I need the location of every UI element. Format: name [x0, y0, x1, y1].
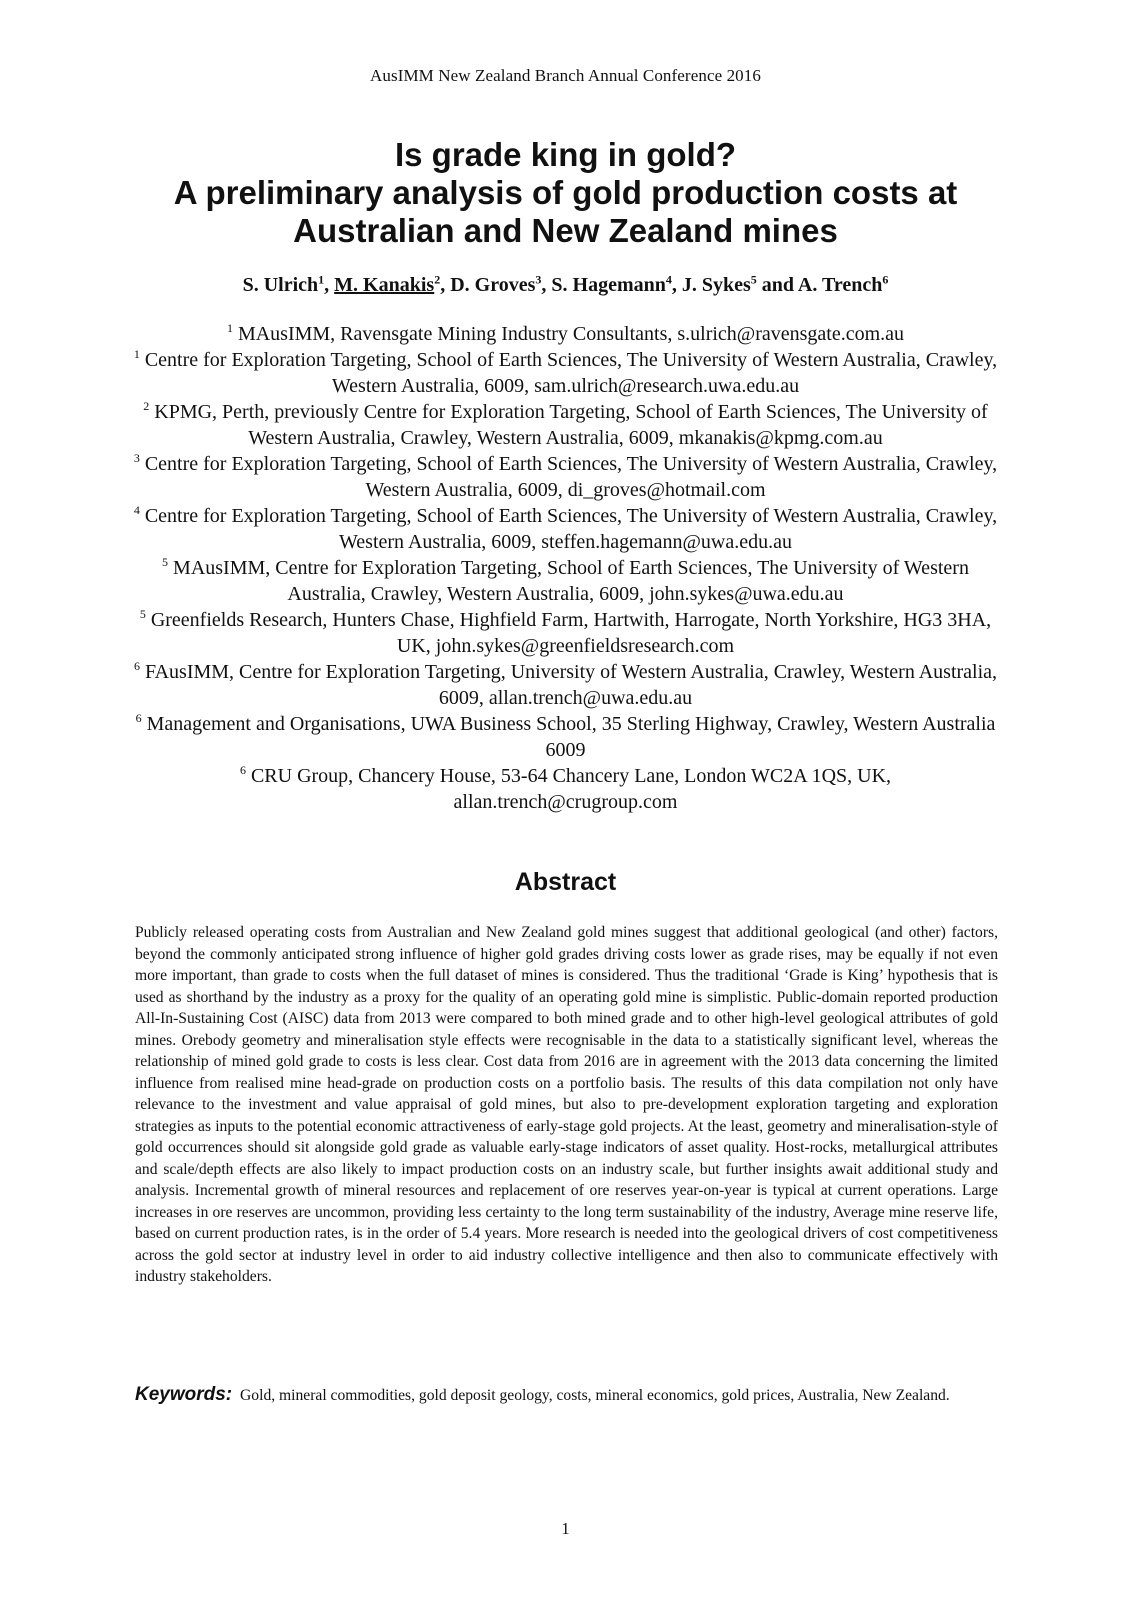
affiliation — [128, 659, 1003, 711]
author-affiliation-marker: 3 — [535, 272, 542, 287]
author-list — [0, 272, 1131, 298]
affiliation-marker: 6 — [135, 711, 142, 726]
paper-title — [0, 136, 1131, 250]
affiliation-text: FAusIMM, Centre for Exploration Targeting, University of Western Australia, Crawley, Western Australia, 6009, allan.trench@uwa.edu.au — [144, 661, 998, 709]
affiliation-text: Management and Organisations, UWA Business School, 35 Sterling Highway, Crawley, Western Australia 6009 — [146, 713, 996, 761]
author-affiliation-marker: 4 — [665, 272, 672, 287]
author-name: J. Sykes — [681, 274, 751, 296]
author-affiliation-marker: 5 — [750, 272, 757, 287]
abstract-body: Publicly released operating costs from Australian and New Zealand gold mines suggest that additional geological (and other) factors, beyond the commonly anticipated strong influence of higher gold grades driving costs lower as grade rises, may be equally if not even more important, than grade to costs when the full dataset of mines is considered. Thus the traditional ‘Grade is King’ hypothesis that is used as shorthand by the industry as a proxy for the quality of an operating gold mine is simplistic. Public-domain reported production All-In-Sustaining Cost (AISC) data from 2013 were compared to both mined grade and to other high-level geological attributes of gold mines. Orebody geometry and mineralisation style effects were recognisable in the data to a statistically significant level, whereas the relationship of mined gold grade to costs is less clear. Cost data from 2016 are in agreement with the 2013 data concerning the limited influence from realised mine head-grade on production costs on a portfolio basis. The results of this data compilation not only have relevance to the investment and value appraisal of gold mines, but also to pre-development exploration targeting and exploration strategies as inputs to the potential economic attractiveness of early-stage gold projects. At the least, geometry and mineralisation-style of gold occurrences should sit alongside gold grade as valuable early-stage indicators of asset quality. Host-rocks, metallurgical attributes and scale/depth effects are also likely to impact production costs on an industry scale, but further insights await additional study and analysis. Incremental growth of mineral resources and replacement of ore reserves year-on-year is typical at current operations. Large increases in ore reserves are uncommon, providing less certainty to the long term sustainability of the industry, Average mine reserve life, based on current production rates, is in the order of 5.4 years. More research is needed into the geological drivers of cost competitiveness across the gold sector at industry level in order to aid industry collective intelligence and then also to communicate effectively with industry stakeholders. — [135, 924, 998, 1285]
author-affiliation-marker: 6 — [882, 272, 889, 287]
author-separator: , — [440, 274, 451, 296]
author-name: A. Trench — [797, 274, 883, 296]
affiliation — [128, 503, 1003, 555]
affiliation-marker: 1 — [226, 321, 233, 336]
affiliation-marker: 1 — [133, 347, 140, 362]
affiliation — [128, 399, 1003, 451]
author-separator: , — [541, 274, 552, 296]
affiliation-marker: 5 — [162, 555, 169, 570]
affiliation-text: KPMG, Perth, previously Centre for Exploration Targeting, School of Earth Sciences, The University of Western Australia, Crawley, Western Australia, 6009, mkanakis@kpmg.com.au — [154, 401, 988, 449]
affiliation-text: Centre for Exploration Targeting, School of Earth Sciences, The University of Western Australia, Crawley, Western Australia, 6009, di_groves@hotmail.com — [144, 453, 998, 501]
title-line: Australian and New Zealand mines — [293, 212, 838, 249]
affiliation-marker: 5 — [139, 607, 146, 622]
page-number: 1 — [561, 1519, 570, 1538]
affiliation-marker: 4 — [133, 503, 140, 518]
author-name: S. Ulrich — [242, 274, 319, 296]
keywords-text: Gold, mineral commodities, gold deposit geology, costs, mineral economics, gold prices, Australia, New Zealand. — [240, 1387, 950, 1404]
abstract-heading: Abstract — [514, 868, 617, 896]
presenting-author-name: M. Kanakis — [334, 274, 435, 296]
affiliation-list — [128, 321, 1003, 815]
author-affiliation-marker: 2 — [434, 272, 441, 287]
affiliation-text: CRU Group, Chancery House, 53-64 Chancery Lane, London WC2A 1QS, UK, allan.trench@crugroup.com — [250, 765, 892, 813]
affiliation — [128, 607, 1003, 659]
affiliation — [128, 555, 1003, 607]
title-line: A preliminary analysis of gold production costs at — [173, 174, 958, 211]
affiliation-marker: 2 — [143, 399, 150, 414]
affiliation-text: Centre for Exploration Targeting, School of Earth Sciences, The University of Western Australia, Crawley, Western Australia, 6009, sam.ulrich@research.uwa.edu.au — [144, 349, 998, 397]
title-line: Is grade king in gold? — [394, 136, 737, 173]
affiliation-marker: 3 — [133, 451, 140, 466]
affiliation — [128, 763, 1003, 815]
author-name: D. Groves — [450, 274, 536, 296]
author-affiliation-marker: 1 — [318, 272, 325, 287]
keywords-label: Keywords: — [135, 1384, 233, 1405]
affiliation-marker: 6 — [239, 763, 246, 778]
affiliation-text: MAusIMM, Centre for Exploration Targeting, School of Earth Sciences, The University of Western Australia, Crawley, Western Australia, 6009, john.sykes@uwa.edu.au — [173, 557, 969, 605]
author-separator: , — [671, 274, 682, 296]
author-separator: , — [324, 274, 335, 296]
affiliation-text: Greenfields Research, Hunters Chase, Highfield Farm, Hartwith, Harrogate, North Yorkshire, HG3 3HA, UK, john.sykes@greenfieldsresearch.com — [150, 609, 992, 657]
affiliation-text: Centre for Exploration Targeting, School of Earth Sciences, The University of Western Australia, Crawley, Western Australia, 6009, steffen.hagemann@uwa.edu.au — [144, 505, 998, 553]
author-name: S. Hagemann — [551, 274, 666, 296]
author-separator: and — [756, 274, 798, 296]
affiliation-marker: 6 — [133, 659, 140, 674]
affiliation-text: MAusIMM, Ravensgate Mining Industry Consultants, s.ulrich@ravensgate.com.au — [237, 323, 905, 345]
affiliation — [128, 321, 1003, 347]
keywords-section — [135, 1384, 998, 1407]
affiliation — [128, 451, 1003, 503]
running-header: AusIMM New Zealand Branch Annual Conference 2016 — [370, 66, 761, 85]
affiliation — [128, 347, 1003, 399]
affiliation — [128, 711, 1003, 763]
